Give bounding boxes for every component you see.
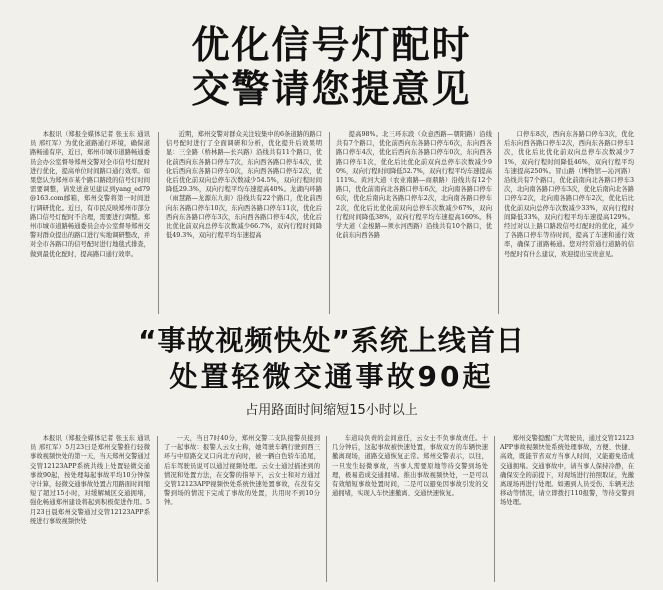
article1-text-2: 近期，郑州交警对群众关注较集中的6条道路的路口信号配时进行了全面调研和分析，优化提升后效果明显：三全路（桥林路—长兴路）沿线共有11个路口，优化前西向东各路口停车7次，东向西各路口停车4次，优化后西向东各路口停车0次，东向西各路口停车2次，优化后优化前双向总停车次数减少54.5%，双向行程时间降低29.3%，双向行程平均车速提高40%。龙湖内环路（雨慧路—龙源东九街）沿线共有22个路口，优化前西向东各路口停车10次，东向西各路口停车11次，优化后西向东各路口停车3次，东向西各路口停车4次，优化后比优化前双向总停车次数减少66.7%，双向行程时间降低49.3%，双向行程平均车速提高 (166, 131, 322, 240)
article1-column-2 (166, 130, 322, 316)
article2-text-3: 车道局负责的金间意任，云女士不负事故责任。十几分钟后，这起事故被快速处置，事故双方的车辆快速撤离现场，道路交通恢复正常。郑州交警表示，以往，一旦发生轻微事故，当事人需要原地等待交警到场处理，极易造成交通拥堵。推出事故视频快处，一是可以有效缩短事故处置时间，二是可以避免因事故引发的交通拥堵，实现人车快速撤离、交通快速恢复。 (332, 435, 488, 498)
article2-column-3 (332, 434, 488, 584)
article1-headline-line1: 优化信号灯配时 (191, 23, 472, 67)
article1-headline-line2: 交警请您提意见 (191, 67, 472, 111)
column-divider (498, 132, 499, 314)
article2-column-4 (500, 434, 634, 584)
column-divider (494, 436, 495, 582)
article2-text-2: 一天，当日7时40分，郑州交警二支队接警员接到了一起事故：报警人云女士称，她驾驶车辆行驶到西三环与中原路交叉口向北方向时，被一辆白色轿车追尾，后车驾驶员说可以通过视频处理。云女士通过描述到的情况和处置方法，在交警的指导下，云女士和对方通过交管12123APP视频快处系统快速处置事故，在没有交警到场的情况下完成了事故的处置，共用时不到10分钟。 (164, 435, 320, 507)
article1-text-3: 提高98%。北三环东段（众意西路—朝阳路）沿线共有7个路口，优化前西向东各路口停车6次，东向西各路口停车4次，优化后西向东各路口停车0次，东向西各路口停车1次，优化后比优化前双向总停车次数减少90%，双向行程时间降低52.7%，双向行程平均车速提高111%。黄河大道（农业南路—商鼎路）沿线共有12个路口，优化前南向北各路口停车6次，北向南各路口停车6次，优化后南向北各路口停车2次，北向南各路口停车2次，优化后比优化前双向总停车次数减少67%，双向行程时间降低38%，双向行程平均车速提高160%。科学大道（金梭路—须水河西路）沿线共有10个路口，优化前东向西各路 (336, 131, 492, 240)
column-divider (326, 436, 327, 582)
article2-column-2 (164, 434, 320, 584)
article2-text-4: 郑州交警提醒广大驾驶员，通过交管12123APP事故视频快处系统处理事故，方便、快捷、高效，既能节省双方当事人时间，又能避免造成交通拥堵。交通事故中，请当事人保持冷静，在确保安全的前提下，对现场进行拍照取证，先撤离现场再进行处理。如遇到人员受伤、车辆无法移动等情况，请立即拨打110报警，等待交警到场处理。 (500, 435, 634, 507)
article2-column-1 (30, 434, 150, 584)
article1-column-4 (504, 130, 634, 316)
article2-subheadline: 占用路面时间缩短15小时以上 (245, 403, 418, 418)
article1-text-1: 本报讯（郑报全媒体记者 张玉东 通讯员 邢红军）为优化道路通行环境，确保道路畅通有序，近日，郑州市城市道路畅通委员会办公室督导郑州交警对全市信号灯配时进行优化，提高单位时间路口通行效率。如果您认为郑州市某个路口路段的信号灯时间需要调整，请发送意见建议到yang_ed79@163.com邮箱，郑州交警将第一时间进行调研优化。近日，有市民反映郑州市部分路口信号灯配时不合理，需要进行调整。郑州市城市道路畅通委员会办公室督导郑州交警对群众提出的路口进行实地调研整改，并对全市各路口的信号配时进行地毯式排查，做到最优化配时，提高路口通行效率。 (30, 131, 150, 258)
column-divider (329, 132, 330, 314)
article2-headline-line1: “事故视频快处”系统上线首日 (138, 324, 525, 357)
article2-headline-line2: 处置轻微交通事故90起 (169, 360, 494, 393)
column-divider (157, 436, 158, 582)
article1-text-4: 口停车8次，西向东各路口停车3次，优化后东向西各路口停车2次，西向东各路口停车1次，优化后比优化前双向总停车次数减少71%，双向行程时间降低46%，双向行程平均车速提高250%。冒山路（博物馆—沁河路）沿线共有7个路口，优化前南向北各路口停车3次，北向南各路口停车3次，优化后南向北各路口停车2次，北向南各路口停车2次，优化后比优化前双向总停车次数减少33%，双向行程时间降低33%，双向行程平均车速提高129%。经过对以上路口路段信号灯配时的优化，减少了各路口停车等待时间，提高了车速和通行效率，确保了道路畅通。您对经常通行道路的信号配时有什么建议，欢迎提出宝贵意见。 (504, 131, 634, 258)
article2-text-1: 本报讯（郑报全媒体记者 张玉东 通讯员 邢红军）5月23日是郑州交警推行轻微事故视频快处的第一天，当天郑州交警通过交管12123APP系统共线上处置轻微交通事故90起，按处理每起事故平均10分钟保守计算，轻微交通事故处置占用路面时间缩短了超过15小时，对缓解城区交通拥堵，强化畅通郑州建设将起到积极促进作用。5月23日晨郑州交警通过交管12123APP系统进行事故视频快处 (30, 435, 150, 525)
column-divider (158, 132, 159, 314)
article1-column-1 (30, 130, 150, 316)
article1-column-3 (336, 130, 492, 316)
